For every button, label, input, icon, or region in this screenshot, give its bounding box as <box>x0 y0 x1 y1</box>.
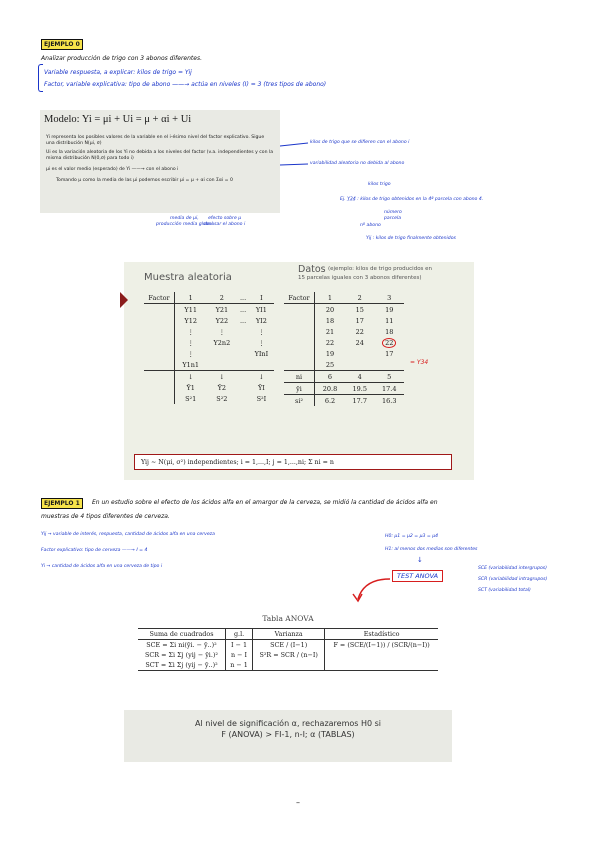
cell: 18 <box>325 316 335 325</box>
anova-sce-var: SCE / (I−1) <box>253 640 325 651</box>
cell: ⋮ <box>187 349 194 358</box>
row-label-var: si² <box>284 395 315 407</box>
example1-yi: Yi → cantidad de ácidos alfa en una cerveza de tipo i <box>41 564 163 569</box>
cell: ↓ <box>187 372 194 381</box>
hypothesis-h0: H0: μ1 = μ2 = μ3 = μ4 <box>385 534 439 539</box>
cell: ... <box>239 305 247 314</box>
muestra-header-dots: ... <box>239 293 247 302</box>
cell: YInI <box>254 349 269 358</box>
test-anova-box: TEST ANOVA <box>392 570 443 582</box>
example0-response: Variable respuesta, a explicar: kilos de trigo = Yij <box>44 69 192 76</box>
cell: 22 <box>325 338 335 347</box>
cell: Y11 <box>184 305 197 314</box>
muestra-header-I: I <box>260 293 263 302</box>
cell: YI1 <box>255 305 267 314</box>
model-box <box>40 110 280 213</box>
example0-intro: Analizar producción de trigo con 3 abonos diferentes. <box>41 55 202 62</box>
example1-line2: muestras de 4 tipos diferentes de cerveza. <box>41 513 170 520</box>
cell: 18 <box>385 327 394 336</box>
muestra-title: Muestra aleatoria <box>144 272 232 283</box>
cell: 11 <box>385 316 394 325</box>
muestra-table <box>144 292 274 404</box>
model-bullet-3: μi es el valor medio (esperado) de Yi ——→ con el abono i <box>46 167 179 172</box>
note-yij-def: Yij : kilos de trigo finalmente obtenidos <box>366 236 456 241</box>
anova-sct-gl: n − 1 <box>226 660 253 671</box>
curved-arrow-icon <box>350 575 394 605</box>
model-bullet-4: Tomando μ como la media de las μi podemos escribir μi = μ + αi con Σαi = 0 <box>56 178 233 183</box>
note-efecto: efecto sobre μ de usar el abono i <box>204 216 246 227</box>
cell: 17 <box>385 349 394 358</box>
cell: 19.5 <box>352 384 367 393</box>
cell: 15 <box>355 305 364 314</box>
anova-panel <box>124 612 452 762</box>
cell: S²1 <box>185 394 197 403</box>
cell: 22 <box>355 327 364 336</box>
anova-f-stat: F = (SCE/(I−1)) / (SCR/(n−I)) <box>333 641 430 649</box>
anova-table <box>138 628 438 671</box>
note-kilos-trigo: kilos trigo <box>368 182 391 187</box>
datos-title: Datos <box>298 264 326 275</box>
sce-note: SCE (variabilidad intergrupos) <box>478 566 547 571</box>
cell: Y21 <box>215 305 229 314</box>
cell: 19 <box>385 305 394 314</box>
example0-tag: EJEMPLO 0 <box>41 39 83 50</box>
anova-scr-var: S²R = SCR / (n−I) <box>253 650 325 660</box>
cell: Ȳ2 <box>217 383 227 392</box>
model-bullet-1: Yi representa los posibles valores de la variable en el i-ésimo nivel del factor explicativo. Sigue una distribución N(μi, σ) <box>46 135 265 146</box>
anova-header-var: Varianza <box>253 629 325 640</box>
cell: ↓ <box>258 372 265 381</box>
note-numero-parcela: número parcela <box>384 210 402 221</box>
row-label-ni: ni <box>284 371 315 383</box>
cell: 17.7 <box>352 396 367 405</box>
cell: Y12 <box>184 316 197 325</box>
cell: 16.3 <box>382 396 397 405</box>
anova-header-sum: Suma de cuadrados <box>138 629 226 640</box>
example1-factor: Factor explicativo: tipo de cerveza ——→ I = 4 <box>41 548 148 553</box>
anova-sce-gl: I − 1 <box>226 640 253 651</box>
cell: Y1n1 <box>182 360 200 369</box>
cell: Y2n2 <box>213 338 231 347</box>
cell: ... <box>239 316 247 325</box>
anova-header-stat: Estadístico <box>363 630 400 638</box>
cell: S²2 <box>216 394 228 403</box>
cell: 6 <box>327 372 333 381</box>
datos-header-2: 2 <box>357 293 362 302</box>
anova-scr-gl: n − I <box>226 650 253 660</box>
cell: 20.8 <box>322 384 338 393</box>
note-variabilidad: variabilidad aleatoria no debida al abono <box>310 161 405 166</box>
muestra-header-2: 2 <box>219 293 224 302</box>
muestra-header-factor: Factor <box>144 292 175 304</box>
model-formula: Yij ∼ N(μi, σ²) independientes; i = 1,...,I; j = 1,...,ni; Σ ni = n <box>134 454 452 470</box>
cell: ⋮ <box>187 327 194 336</box>
slide-marker-icon <box>120 292 128 308</box>
cell: 6.2 <box>324 396 336 405</box>
note-example-y34: Ej. Y̲3̲4̲ : kilos de trigo obtenidos en la 4ª parcela con abono 4. <box>340 197 484 202</box>
anova-footer-line2: F (ANOVA) > FI-1, n-I; α (TABLAS) <box>221 730 355 739</box>
y34-circle: 22 <box>382 338 396 348</box>
cell: ⋮ <box>258 327 265 336</box>
cell: S²I <box>256 394 267 403</box>
model-bullet-2: Ui es la variación aleatoria de los Yi no debida a los niveles del factor (v.a. independientes y con la misma distribución N(0,σ) para todo i) <box>46 150 274 161</box>
down-arrow-icon: ↓ <box>417 556 423 564</box>
cell: ⋮ <box>187 338 194 347</box>
cell: ȲI <box>257 383 265 392</box>
cell: 17 <box>355 316 364 325</box>
page-mark: – <box>296 798 300 807</box>
cell: 5 <box>387 372 392 381</box>
anova-sce: SCE = Σi ni(ȳi. − ȳ..)² <box>138 640 226 651</box>
bracket <box>38 64 43 92</box>
example1-tag: EJEMPLO 1 <box>41 498 83 509</box>
cell: 4 <box>357 372 362 381</box>
datos-subtitle-1: (ejemplo: kilos de trigo producidos en <box>328 266 433 272</box>
note-abono: nº abono <box>360 223 381 228</box>
sct-note: SCT (variabilidad total) <box>478 588 531 593</box>
model-title: Modelo: Yi = μi + Ui = μ + αi + Ui <box>44 114 192 125</box>
note-media: media de μi, producción media global <box>156 216 213 227</box>
muestra-header-1: 1 <box>188 293 193 302</box>
note-kilos-difieren: kilos de trigo que se difieren con el abono i <box>310 140 410 145</box>
cell: Ȳ1 <box>186 383 195 392</box>
example0-factor: Factor, variable explicativa: tipo de abono ——→ actúa en niveles (I) = 3 (tres tipos de abono) <box>44 81 327 88</box>
cell: 21 <box>325 327 335 336</box>
datos-subtitle-2: 15 parcelas iguales con 3 abonos diferentes) <box>298 275 422 281</box>
cell: 19 <box>325 349 335 358</box>
example1-yij: Yij → variable de interés, respuesta, cantidad de ácidos alfa en una cerveza <box>41 532 215 537</box>
anova-title: Tabla ANOVA <box>262 614 314 623</box>
cell: 24 <box>355 338 364 347</box>
example1-line1: En un estudio sobre el efecto de los ácidos alfa en el amargor de la cerveza, se midió la cantidad de ácidos alfa en <box>92 499 438 506</box>
row-label-mean: ȳi <box>284 383 315 395</box>
cell: ⋮ <box>218 327 226 336</box>
cell: 17.4 <box>382 384 397 393</box>
cell-y34 <box>374 337 404 348</box>
cell: ↓ <box>219 372 225 381</box>
data-panel <box>124 262 474 480</box>
anova-footer-box <box>124 710 452 762</box>
hypothesis-h1: H1: al menos dos medias son diferentes <box>385 547 478 552</box>
datos-table <box>284 292 404 406</box>
anova-sct: SCT = Σi Σj (yij − ȳ..)² <box>138 660 226 671</box>
scr-note: SCR (variabilidad intragrupos) <box>478 577 548 582</box>
cell: 20 <box>325 305 335 314</box>
anova-footer-line1: Al nivel de significación α, rechazaremos H0 si <box>194 719 382 728</box>
cell: ⋮ <box>258 338 265 347</box>
anova-header-gl: g.l. <box>226 629 253 640</box>
anova-scr: SCR = Σi Σj (yij − ȳi.)² <box>138 650 226 660</box>
datos-header-factor: Factor <box>284 292 315 304</box>
cell: 25 <box>325 360 335 369</box>
y34-annotation: = Y34 <box>410 359 429 366</box>
datos-header-3: 3 <box>387 293 392 302</box>
cell: YI2 <box>255 316 267 325</box>
cell: Y22 <box>215 316 229 325</box>
datos-header-1: 1 <box>327 293 333 302</box>
